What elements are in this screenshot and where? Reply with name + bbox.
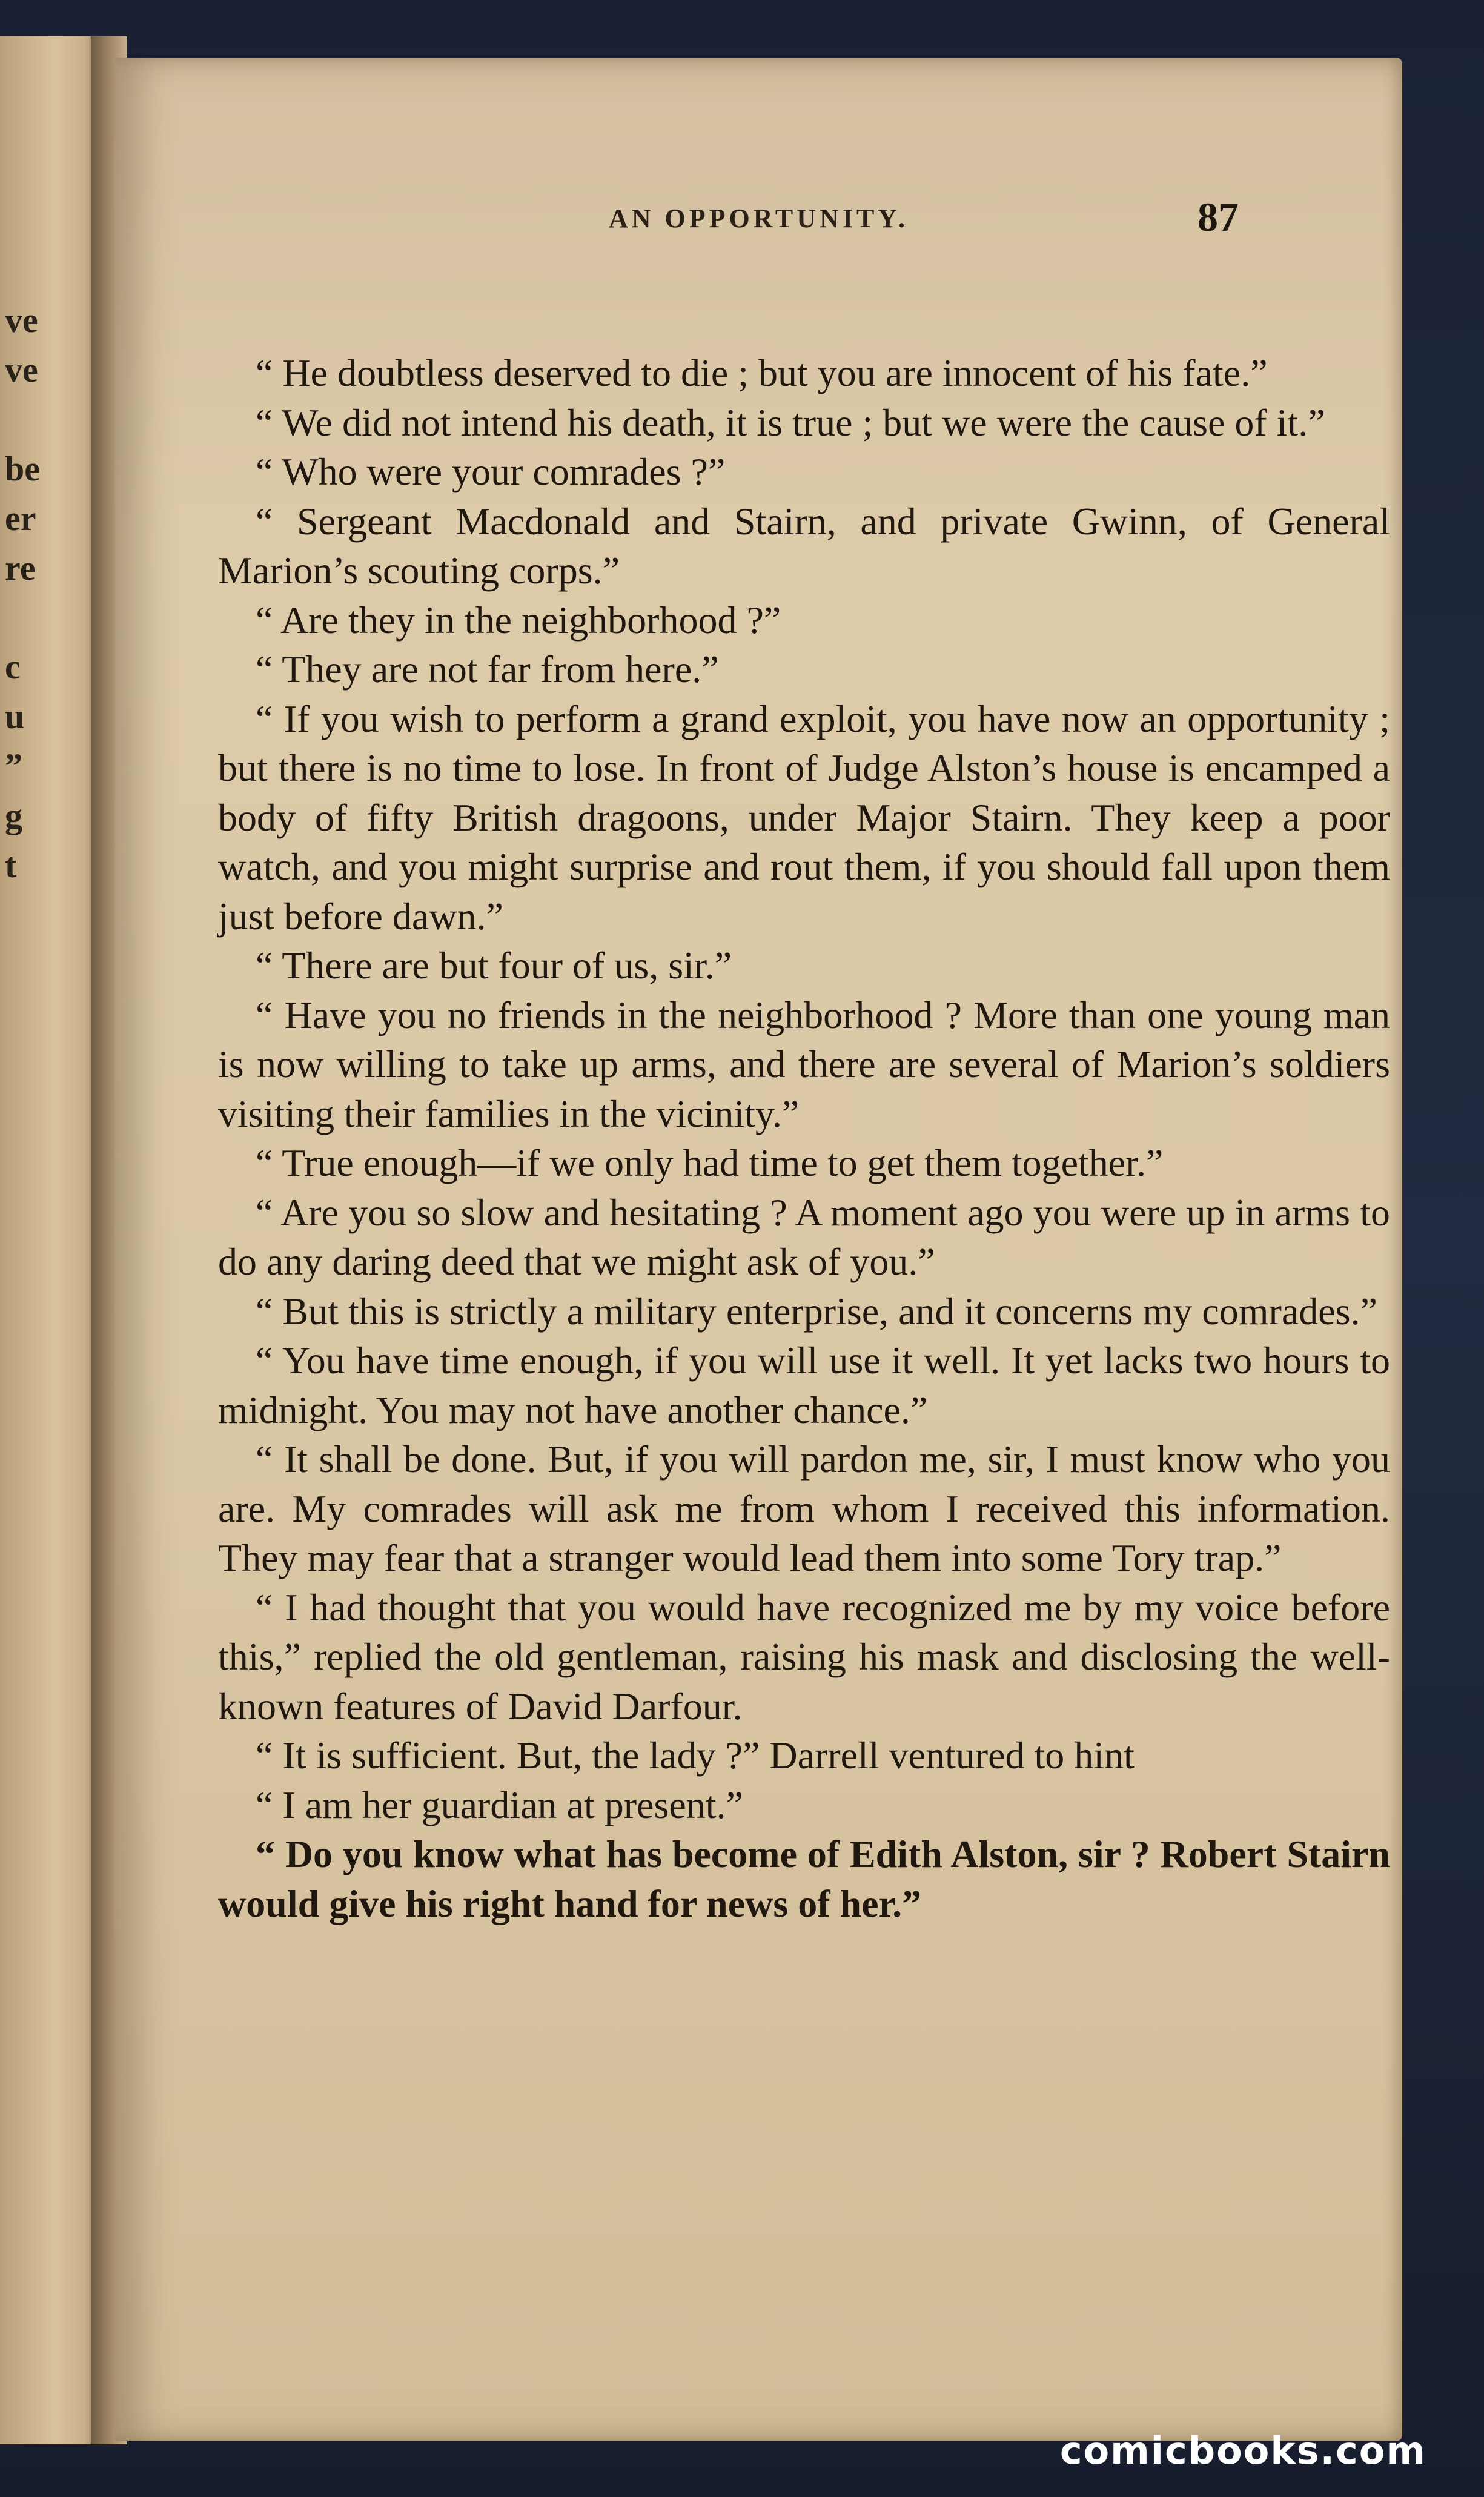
paragraph: “ I am her guardian at present.”	[256, 1783, 743, 1826]
paragraph: “ You have time enough, if you will use it well. It yet lacks two hours to midnight. You may not have another chance.”	[218, 1339, 1390, 1431]
facing-page-fragment: u	[5, 697, 25, 736]
running-head	[115, 194, 1402, 251]
paragraph: “ He doubtless deserved to die ; but you are innocent of his fate.”	[256, 351, 1268, 394]
book-page	[115, 58, 1402, 2441]
paragraph: “ It is sufficient. But, the lady ?” Darrell ventured to hint	[256, 1734, 1135, 1777]
paragraph: “ Sergeant Macdonald and Stairn, and private Gwinn, of General Marion’s scouting corps.”	[218, 499, 1390, 592]
paragraph: “ Are they in the neighborhood ?”	[256, 598, 781, 642]
watermark: comicbooks.com	[1059, 2429, 1426, 2473]
facing-page-fragment: g	[5, 796, 22, 835]
paragraph: “ I had thought that you would have recognized me by my voice before this,” replied the old gentleman, raising his mask and disclosing the well-known features of David Darfour.	[218, 1585, 1390, 1728]
running-title: AN OPPORTUNITY.	[608, 204, 909, 233]
body-text	[218, 348, 1390, 1928]
paragraph: “ It shall be done. But, if you will pardon me, sir, I must know who you are. My comrades will ask me from whom I received this information. They may fear that a stranger would lead them into some Tory trap.”	[218, 1438, 1390, 1579]
paragraph: “ True enough—if we only had time to get them together.”	[256, 1141, 1164, 1184]
facing-page-fragment: c	[5, 647, 21, 686]
facing-page-fragment: er	[5, 499, 36, 538]
paragraph: “ Who were your comrades ?”	[256, 450, 726, 493]
paragraph: “ Do you know what has become of Edith Alston, sir ? Robert Stairn would give his right hand for news of her.”	[218, 1832, 1390, 1925]
paragraph: “ If you wish to perform a grand exploit, you have now an opportunity ; but there is no time to lose. In front of Judge Alston’s house is encamped a body of fifty British dragoons, under Major Stairn. They keep a poor watch, and you might surprise and rout them, if you should fall upon them just before dawn.”	[218, 697, 1390, 938]
paragraph: “ They are not far from here.”	[256, 648, 719, 691]
facing-page-fragment: re	[5, 548, 36, 588]
facing-page-fragment: ve	[5, 350, 38, 390]
paragraph: “ Are you so slow and hesitating ? A moment ago you were up in arms to do any daring deed that we might ask of you.”	[218, 1190, 1390, 1283]
paragraph: “ Have you no friends in the neighborhood ? More than one young man is now willing to take up arms, and there are several of Marion’s soldiers visiting their families in the vicinity.”	[218, 993, 1390, 1135]
facing-page-fragment: t	[5, 846, 17, 885]
facing-page-fragment: be	[5, 449, 40, 488]
facing-page-edge	[0, 36, 100, 2444]
paragraph: “ We did not intend his death, it is true ; but we were the cause of it.”	[256, 400, 1325, 444]
facing-page-fragment: ”	[5, 746, 22, 786]
facing-page-fragment: ve	[5, 300, 38, 340]
page-number: 87	[1197, 194, 1239, 240]
paragraph: “ There are but four of us, sir.”	[256, 944, 732, 987]
paragraph: “ But this is strictly a military enterprise, and it concerns my comrades.”	[256, 1289, 1377, 1333]
